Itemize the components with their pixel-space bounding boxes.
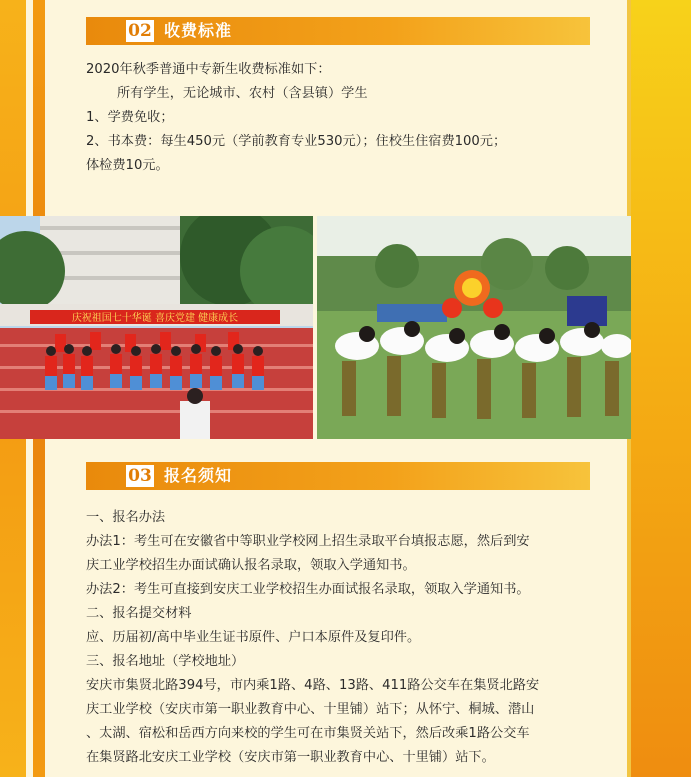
enroll-line: 、太湖、宿松和岳西方向来校的学生可在市集贤关站下，然后改乘1路公交车 [86,726,530,741]
enroll-line: 庆工业学校招生办面试确认报名录取，领取入学通知书。 [86,558,416,573]
fee-line: 1、学费免收； [86,110,174,125]
enroll-line: 一、报名办法 [86,510,166,525]
fee-section-number: 02 [126,20,154,42]
enroll-line: 办法2：考生可直接到安庆工业学校招生办面试报名录取，领取入学通知书。 [86,582,530,597]
enroll-section-header [86,462,590,490]
fee-section-header [86,17,590,45]
enroll-line: 庆工业学校（安庆市第一职业教育中心、十里铺）站下；从怀宁、桐城、潜山 [86,702,535,717]
enroll-line: 在集贤路北安庆工业学校（安庆市第一职业教育中心、十里铺）站下。 [86,750,495,765]
enroll-line: 安庆市集贤北路394号，市内乘1路、4路、13路、411路公交车在集贤北路安 [86,678,540,693]
fee-standard-text [86,58,506,178]
enroll-line: 应、历届初/高中毕业生证书原件、户口本原件及复印件。 [86,630,421,645]
fee-line: 2、书本费：每生450元（学前教育专业530元）；住校生住宿费100元； [86,134,507,149]
fee-line: 体检费10元。 [86,158,169,173]
field-performance-photo [317,216,631,439]
fee-section-title: 收费标准 [164,21,233,40]
enroll-notice-text [86,506,539,770]
enroll-line: 办法1：考生可在安徽省中等职业学校网上招生录取平台填报志愿，然后到安 [86,534,530,549]
celebration-banner-text: 庆祝祖国七十华诞 喜庆党建 健康成长 [71,313,239,324]
enroll-section-title: 报名须知 [164,466,233,485]
fee-line: 2020年秋季普通中专新生收费标准如下： [86,62,331,77]
choir-photo [0,216,313,439]
enroll-line: 二、报名提交材料 [86,606,192,621]
enroll-section-number: 03 [126,465,154,487]
right-decor-band [631,0,691,777]
enroll-line: 三、报名地址（学校地址） [86,654,245,669]
fee-line: 所有学生，无论城市、农村（含县镇）学生 [117,86,368,101]
